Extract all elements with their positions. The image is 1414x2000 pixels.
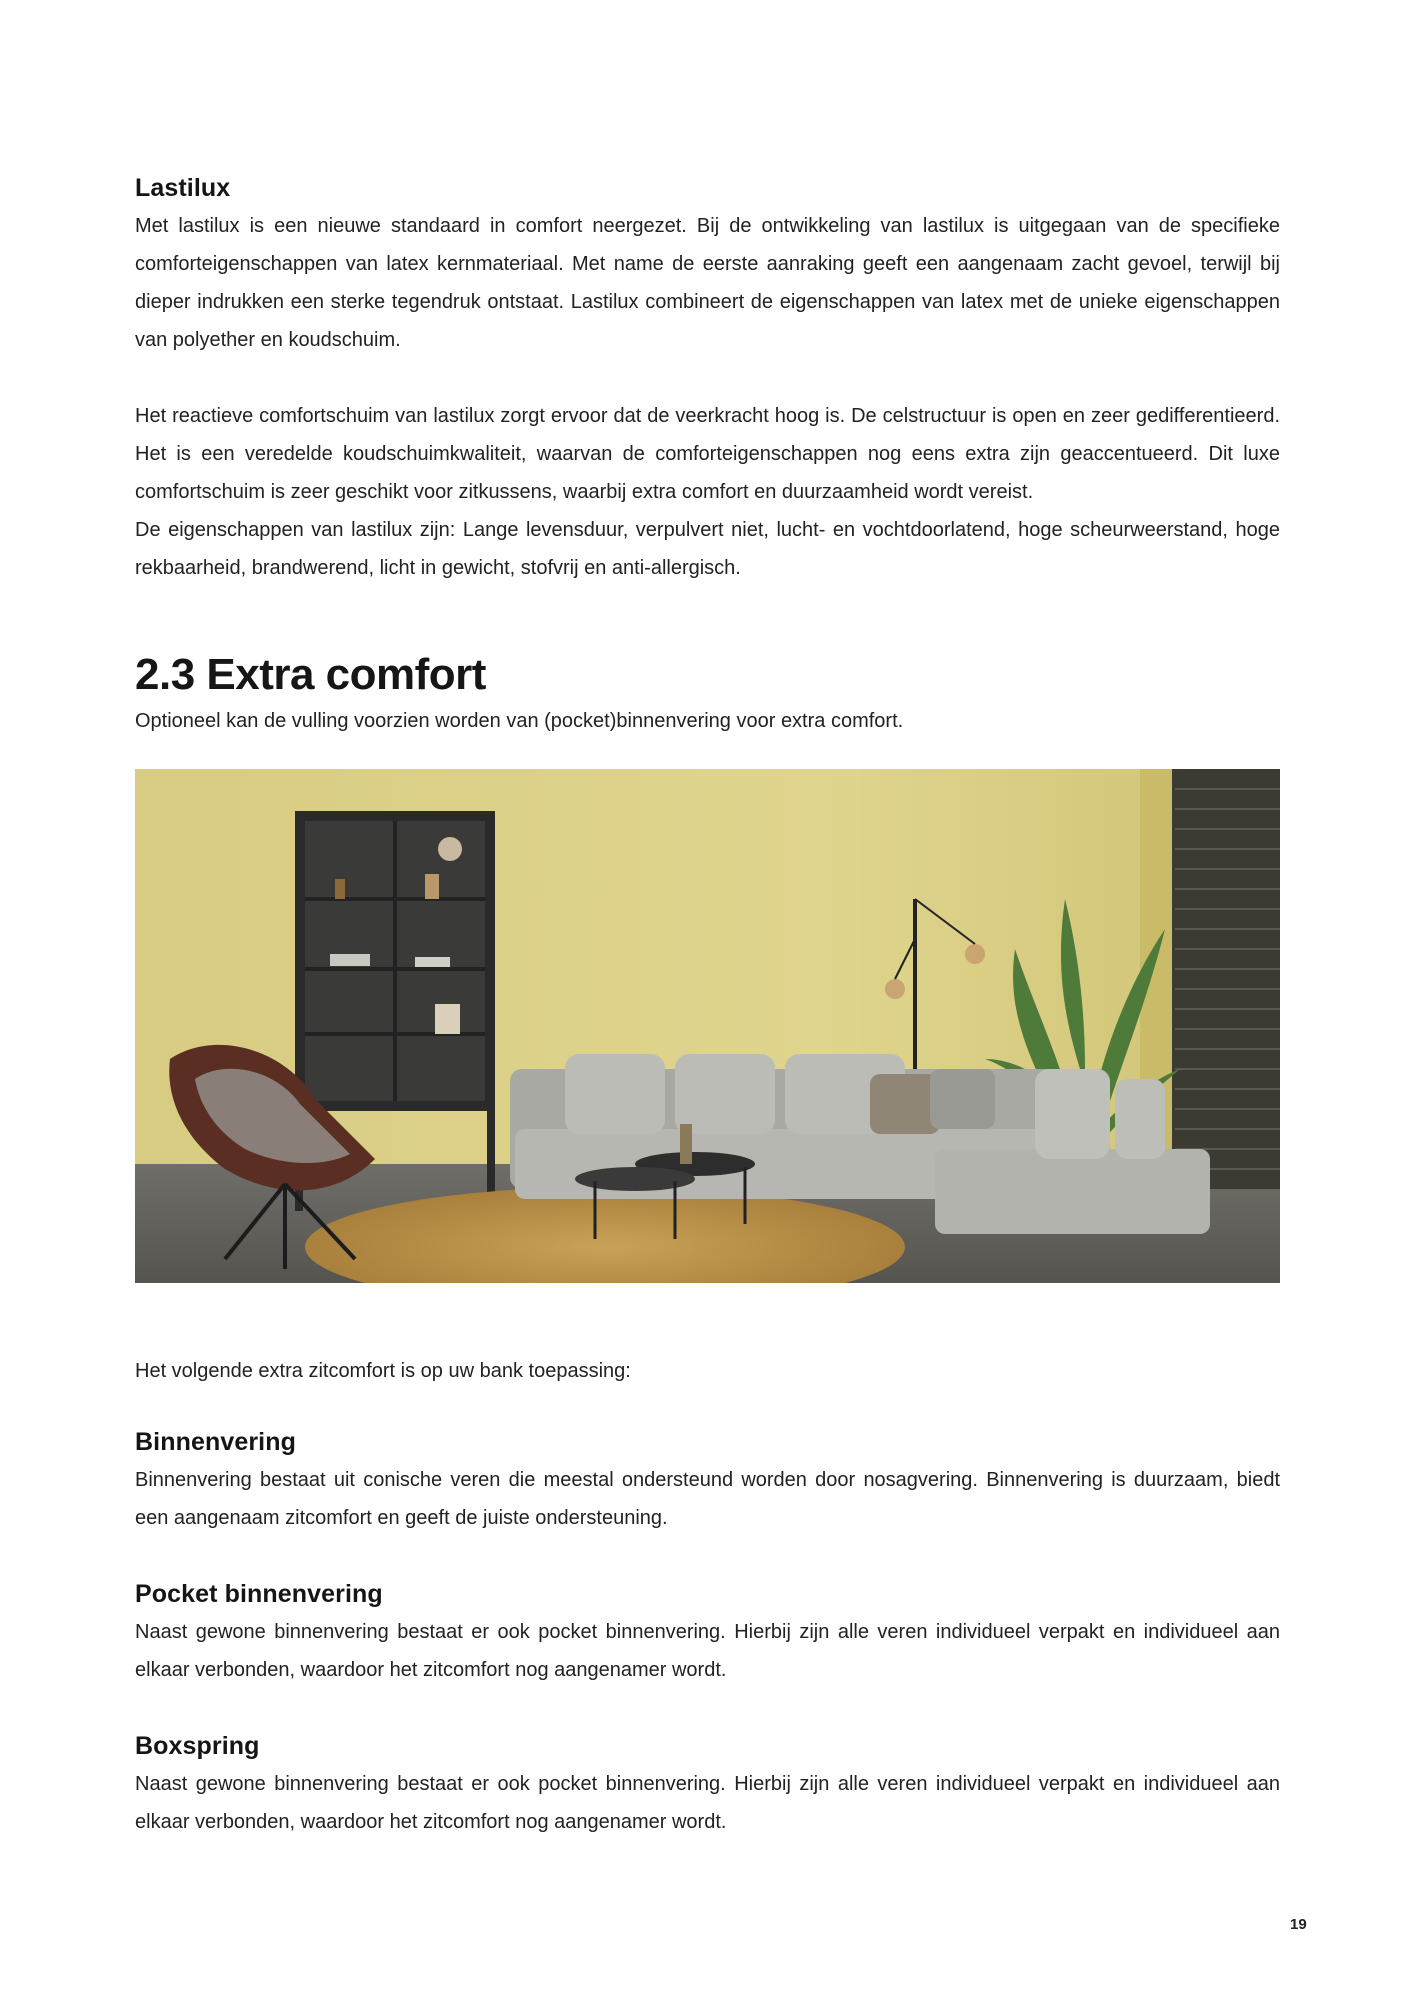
sofa-livingroom-photo xyxy=(135,769,1280,1283)
item-boxspring xyxy=(135,1732,1280,1841)
lastilux-paragraph-2: Het reactieve comfortschuim van lastilux zorgt ervoor dat de veerkracht hoog is. De celstructuur is open en zeer gedifferentieerd. Het is een veredelde koudschuimkwaliteit, waarvan de comforteigenschappen nog eens extra zijn geaccentueerd. Dit luxe comfortschuim is zeer geschikt voor zitkussens, waarbij extra comfort en duurzaamheid wordt vereist. xyxy=(135,405,1280,503)
lastilux-paragraph-1: Met lastilux is een nieuwe standaard in comfort neergezet. Bij de ontwikkeling van lastilux is uitgegaan van de specifieke comforteigenschappen van latex kernmateriaal. Met name de eerste aanraking geeft een aangenaam zacht gevoel, terwijl bij dieper indrukken een sterke tegendruk ontstaat. Lastilux combineert de eigenschappen van latex met de unieke eigenschappen van polyether en koudschuim. xyxy=(135,215,1280,351)
item-text: Naast gewone binnenvering bestaat er ook pocket binnenvering. Hierbij zijn alle veren individueel verpakt en individueel aan elkaar verbonden, waardoor het zitcomfort nog aangenamer wordt. xyxy=(135,1773,1280,1833)
item-text: Naast gewone binnenvering bestaat er ook pocket binnenvering. Hierbij zijn alle veren individueel verpakt en individueel aan elkaar verbonden, waardoor het zitcomfort nog aangenamer wordt. xyxy=(135,1621,1280,1681)
lead-text: Het volgende extra zitcomfort is op uw bank toepassing: xyxy=(135,1360,631,1382)
lead-block xyxy=(135,1352,1280,1390)
item-pocket-binnenvering xyxy=(135,1580,1280,1689)
item-heading: Binnenvering xyxy=(135,1428,296,1456)
lastilux-heading: Lastilux xyxy=(135,174,231,202)
page-number: 19 xyxy=(1290,1916,1307,1933)
section-intro: Optioneel kan de vulling voorzien worden van (pocket)binnenvering voor extra comfort. xyxy=(135,710,904,732)
lastilux-section xyxy=(135,174,1280,587)
item-heading: Pocket binnenvering xyxy=(135,1580,383,1608)
item-heading: Boxspring xyxy=(135,1732,260,1760)
extra-comfort-section xyxy=(135,650,1280,740)
item-binnenvering xyxy=(135,1428,1280,1537)
section-title: 2.3 Extra comfort xyxy=(135,650,486,699)
lastilux-paragraph-3: De eigenschappen van lastilux zijn: Lange levensduur, verpulvert niet, lucht- en vochtdoorlatend, hoge scheurweerstand, hoge rekbaarheid, brandwerend, licht in gewicht, stofvrij en anti-allergisch. xyxy=(135,519,1280,579)
item-text: Binnenvering bestaat uit conische veren die meestal ondersteund worden door nosagvering. Binnenvering is duurzaam, biedt een aangenaam zitcomfort en geeft de juiste ondersteuning. xyxy=(135,1469,1280,1529)
